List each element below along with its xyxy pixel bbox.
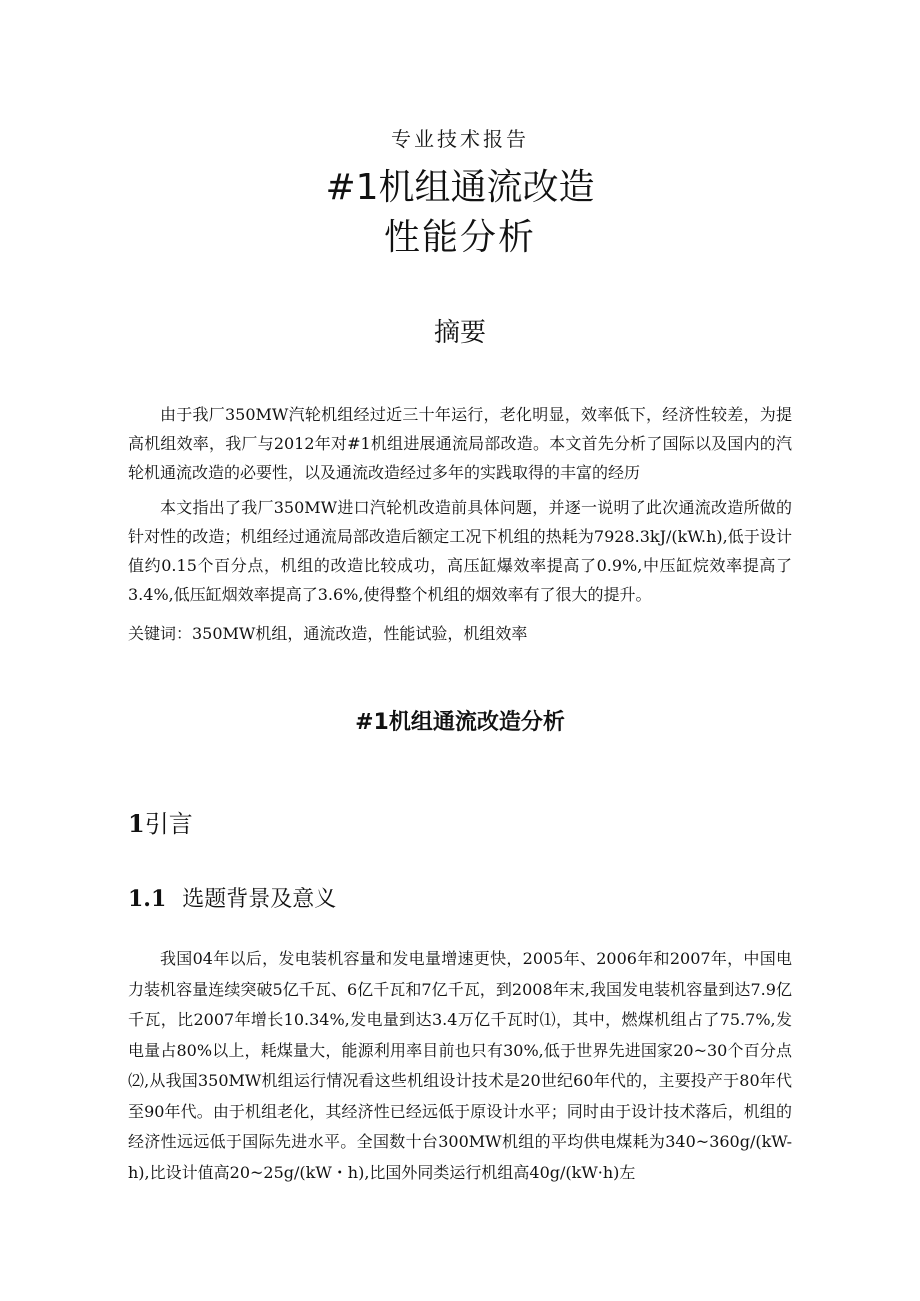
abstract-paragraph-2: 本文指出了我厂350MW进口汽轮机改造前具体问题，并逐一说明了此次通流改造所做的针对性的改造；机组经过通流局部改造后额定工况下机组的热耗为7928.3kJ/(kW.h),低于设计值约0.15个百分点，机组的改造比较成功，高压缸爆效率提高了0.9%,中压缸烷效率提高了3.4%,低压缸烟效率提高了3.6%,使得整个机组的烟效率有了很大的提升。	[128, 498, 792, 604]
document-title-line-2: 性能分析	[383, 217, 536, 258]
abstract-paragraph-1: 由于我厂350MW汽轮机组经过近三十年运行，老化明显，效率低下，经济性较差，为提高机组效率，我厂与2012年对#1机组进展通流局部改造。本文首先分析了国际以及国内的汽轮机通流改造的必要性，以及通流改造经过多年的实践取得的丰富的经历	[128, 405, 792, 482]
report-type-subtitle: 专业技术报告	[391, 127, 529, 151]
document-title-line-1: #1机组通流改造	[325, 167, 595, 208]
keywords-line: 关键词：350MW机组，通流改造，性能试验，机组效率	[128, 624, 528, 643]
subsection-title: 选题背景及意义	[182, 887, 337, 912]
section-title: #1机组通流改造分析	[355, 710, 565, 735]
chapter-heading	[128, 808, 193, 840]
body-paragraph-1: 我国04年以后，发电装机容量和发电量增速更快，2005年、2006年和2007年，中国电力装机容量连续突破5亿千瓦、6亿千瓦和7亿千瓦，到2008年末,我国发电装机容量到达7.9亿千瓦，比2007年增长10.34%,发电量到达3.4万亿千瓦时⑴，其中，燃煤机组占了75.7%,发电量占80%以上，耗煤量大，能源利用率目前也只有30%,低于世界先进国家20~30个百分点⑵,从我国350MW机组运行情况看这些机组设计技术是20世纪60年代的，主要投产于80年代至90年代。由于机组老化，其经济性已经远低于原设计水平；同时由于设计技术落后，机组的经济性远远低于国际先进水平。全国数十台300MW机组的平均供电煤耗为340~360g/(kW-h),比设计值高20~25g/(kW・h),比国外同类运行机组高40g/(kW·h)左	[128, 949, 792, 1182]
chapter-number: 1	[128, 809, 145, 838]
abstract-heading: 摘要	[433, 318, 486, 348]
subsection-number: 1.1	[128, 886, 167, 912]
chapter-title: 引言	[144, 810, 193, 838]
subsection-heading	[128, 884, 336, 915]
